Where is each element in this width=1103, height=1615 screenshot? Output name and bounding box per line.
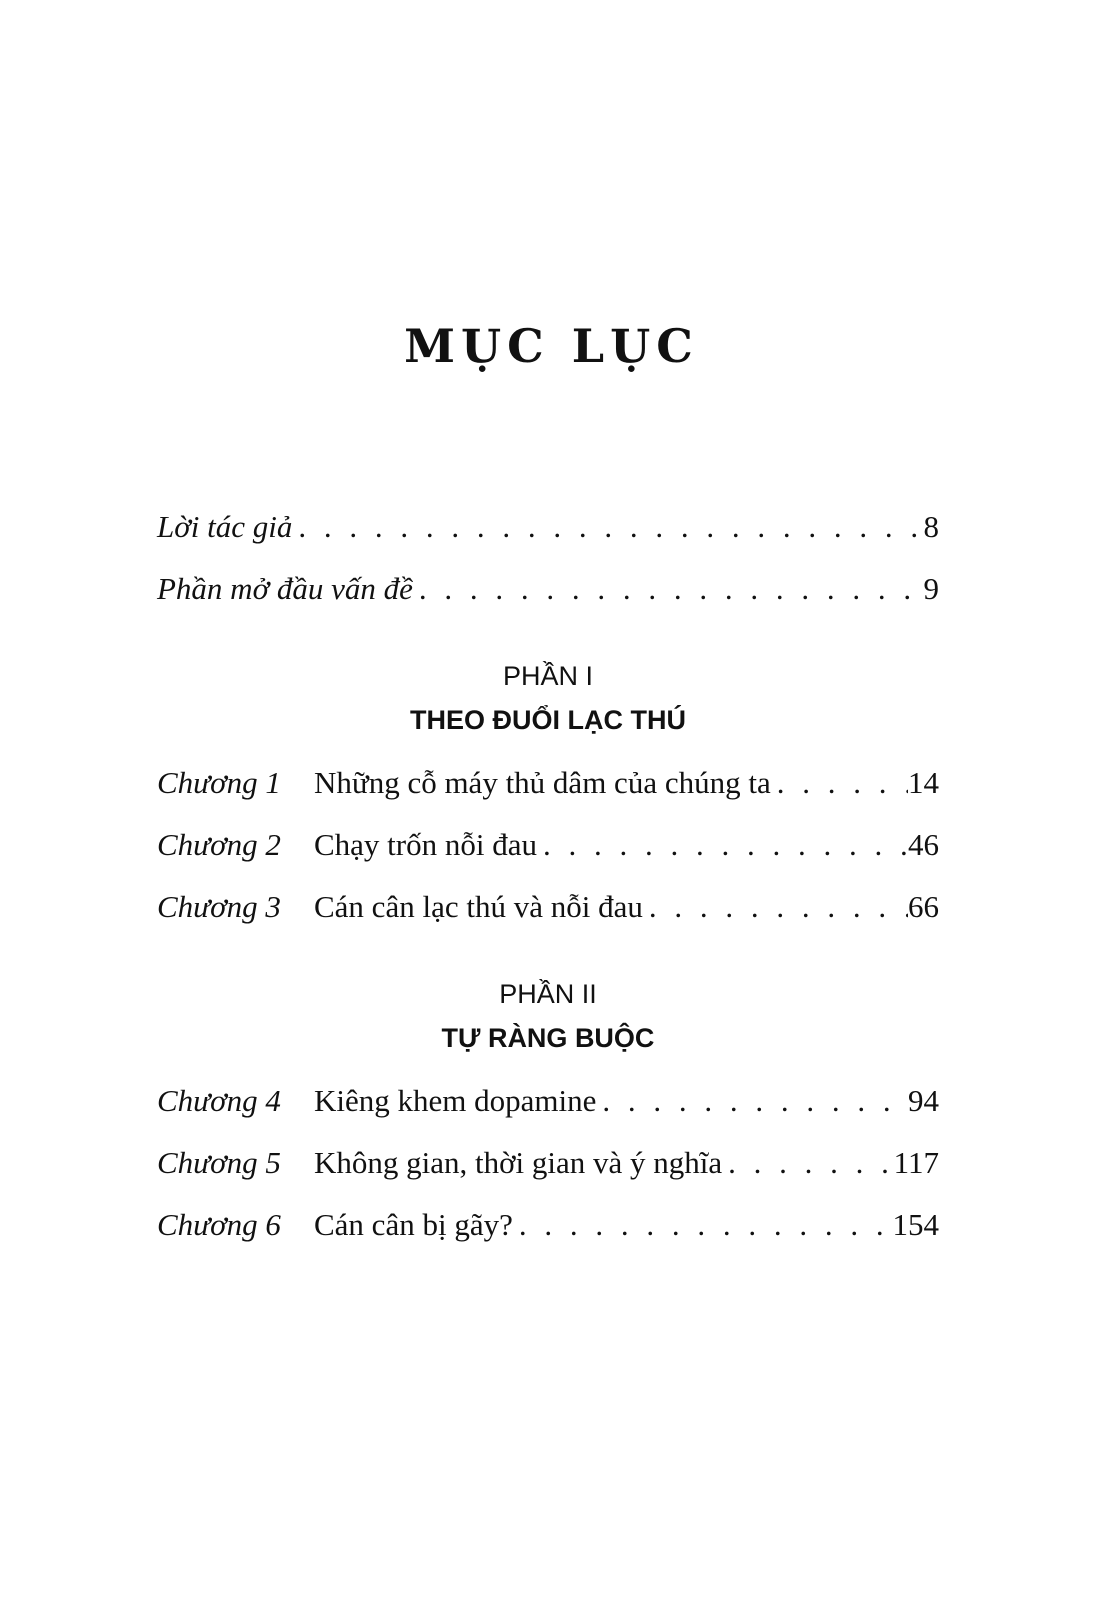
chapter-label: Chương 6 bbox=[157, 1207, 281, 1242]
dot-leader bbox=[596, 1079, 908, 1123]
entry-page-number: 14 bbox=[908, 765, 939, 800]
entry-page-number: 117 bbox=[893, 1145, 939, 1180]
toc-entry-chapter-1[interactable] bbox=[157, 761, 939, 823]
chapter-label: Chương 1 bbox=[157, 765, 281, 800]
toc-entry-chapter-5[interactable] bbox=[157, 1141, 939, 1203]
toc-entry-foreword[interactable] bbox=[157, 505, 939, 567]
dot-leader bbox=[537, 823, 908, 867]
entry-title: Cán cân bị gãy? bbox=[314, 1207, 513, 1242]
toc-entry-chapter-2[interactable] bbox=[157, 823, 939, 885]
toc-entry-introduction[interactable] bbox=[157, 567, 939, 629]
entry-title: Không gian, thời gian và ý nghĩa bbox=[314, 1145, 723, 1180]
entry-page-number: 8 bbox=[923, 509, 939, 544]
entry-title: Cán cân lạc thú và nỗi đau bbox=[314, 889, 643, 924]
chapter-label: Chương 5 bbox=[157, 1145, 281, 1180]
part-heading-1 bbox=[157, 659, 939, 737]
chapter-label: Chương 4 bbox=[157, 1083, 281, 1118]
dot-leader bbox=[771, 761, 908, 805]
entry-title: Những cỗ máy thủ dâm của chúng ta bbox=[314, 765, 771, 800]
part-name: TỰ RÀNG BUỘC bbox=[441, 1023, 655, 1053]
chapter-label: Chương 3 bbox=[157, 889, 281, 924]
dot-leader bbox=[513, 1203, 893, 1247]
toc-entry-chapter-6[interactable] bbox=[157, 1203, 939, 1265]
dot-leader bbox=[722, 1141, 894, 1185]
chapter-label: Chương 2 bbox=[157, 827, 281, 862]
table-of-contents bbox=[157, 505, 939, 1265]
dot-leader bbox=[292, 505, 923, 549]
entry-title: Lời tác giả bbox=[157, 509, 293, 544]
part-name: THEO ĐUỔI LẠC THÚ bbox=[410, 705, 686, 735]
dot-leader bbox=[413, 567, 924, 611]
toc-entry-chapter-3[interactable] bbox=[157, 885, 939, 947]
entry-page-number: 94 bbox=[908, 1083, 939, 1118]
entry-page-number: 9 bbox=[923, 571, 939, 606]
entry-title: Chạy trốn nỗi đau bbox=[314, 827, 537, 862]
toc-entry-chapter-4[interactable] bbox=[157, 1079, 939, 1141]
entry-page-number: 154 bbox=[892, 1207, 939, 1242]
part-label: PHẦN II bbox=[499, 979, 597, 1009]
entry-title: Phần mở đầu vấn đề bbox=[157, 571, 413, 606]
part-heading-2 bbox=[157, 977, 939, 1055]
entry-page-number: 66 bbox=[908, 889, 939, 924]
entry-title: Kiêng khem dopamine bbox=[314, 1083, 597, 1118]
page-title: MỤC LỤC bbox=[404, 319, 699, 373]
entry-page-number: 46 bbox=[908, 827, 939, 862]
part-label: PHẦN I bbox=[502, 661, 594, 691]
dot-leader bbox=[643, 885, 908, 929]
